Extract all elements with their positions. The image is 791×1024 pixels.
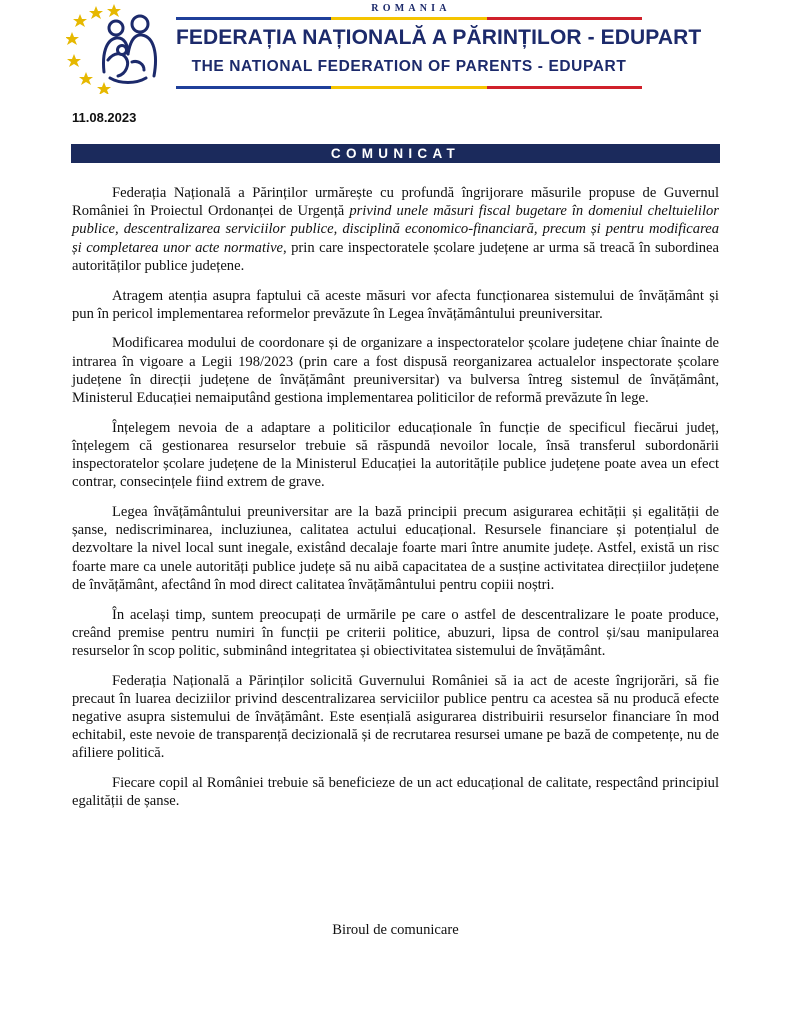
org-name-english: THE NATIONAL FEDERATION OF PARENTS - EDUPART [191,58,627,75]
paragraph-1-intro: Federația Națională a Părinților urmărește cu profundă îngrijorare măsurile propuse de Guvernul României în Proiectul Ordonanței de Urgență [72,185,719,220]
country-label: ROMANIA [371,3,451,14]
signature-department: Biroul de comunicare [332,922,459,938]
header-underline-stripe [176,86,642,89]
logo-graphic [66,2,168,94]
paragraph-2: Atragem atenția asupra faptului că aceste măsuri vor afecta funcționarea sistemului de învățământ și pun în pericol implementarea reformelor prevăzute în Legea învățământului preuniversitar. [72,287,719,322]
paragraph-5: Legea învățământului preuniversitar are la bază principii precum asigurarea echității și egalității de șanse, nediscriminarea, incluziunea, calitatea actului educațional. Resursele financiare și potențialul de dezvoltare la nivel local sunt inegale, existând decalaje foarte mari între anumite județe. Astfel, există un risc foarte mare ca unele autorități publice județe să nu aibă capacitatea de a susține activitatea direcțiilor județene de învățământ, afectând în mod direct calitatea învățământului pentru copiii noștri. [72,504,719,593]
paragraph-7: Federația Națională a Părinților solicită Guvernului României să ia act de aceste îngrijorări, să fie precaut în luarea deciziilor privind descentralizarea serviciilor publice pentru ca acestea să nu producă efecte negative asupra sistemului de învățământ. Este esențială asigurarea distribuirii resurselor financiare în mod echitabil, este nevoie de transparență decizională și de recrutarea resursei umane pe bază de competențe, nu de afiliere politică. [72,672,719,762]
paragraph-6: În același timp, suntem preocupați de urmările pe care o astfel de descentralizare le poate produce, creând premise pentru numiri în funcții pe criterii politice, abuzuri, lipsa de control și/sau manipularea resurselor în scop politic, subminând integritatea și obiectivitatea sistemului de învățământ. [72,606,719,659]
comunicat-title-bar: COMUNICAT [71,144,720,163]
paragraph-1 [72,184,719,275]
paragraph-3: Modificarea modului de coordonare și de organizare a inspectoratelor școlare județene chiar înainte de intrarea în vigoare a Legii 198/2023 (prin care a fost dispusă reorganizarea actualelor inspectorate școlare județene în direcții județene de învățământ preuniversitar) va bulversa întreg sistemul de învățământ, Ministerul Educației nemaiputând gestiona implementarea politicilor de reformă prevăzute în lege. [72,335,719,407]
paragraph-8: Fiecare copil al României trebuie să beneficieze de un act educațional de calitate, respectând principiul egalității de șanse. [72,775,719,810]
paragraph-1-conclusion: , prin care inspectoratele școlare județene ar urma să treacă în subordinea autorităților publice județene. [72,239,719,274]
tricolor-stripe [176,17,642,20]
family-logo-icon [66,2,168,94]
org-name-romanian: FEDERAȚIA NAȚIONALĂ A PĂRINȚILOR - EDUPART [176,26,702,49]
paragraph-4: Înțelegem nevoia de a adaptare a politicilor educaționale în funcție de specificul fiecărui județ, înțelegem că gestionarea resurselor trebuie să răspundă nevoilor locale, însă transferul subordonării inspectoratelor școlare județene de la Ministerul Educației la autoritățile publice județene poate avea un efect contrar, consecințele fiind extrem de grave. [72,419,719,491]
document-date: 11.08.2023 [72,110,137,125]
paragraph-1-ordinance-title: privind unele măsuri fiscal bugetare în domeniul cheltuielilor publice, descentralizarea serviciilor publice, disciplină economico-financiară, precum și pentru modificarea și completarea unor acte normative [72,203,719,256]
press-release-body [72,184,719,822]
